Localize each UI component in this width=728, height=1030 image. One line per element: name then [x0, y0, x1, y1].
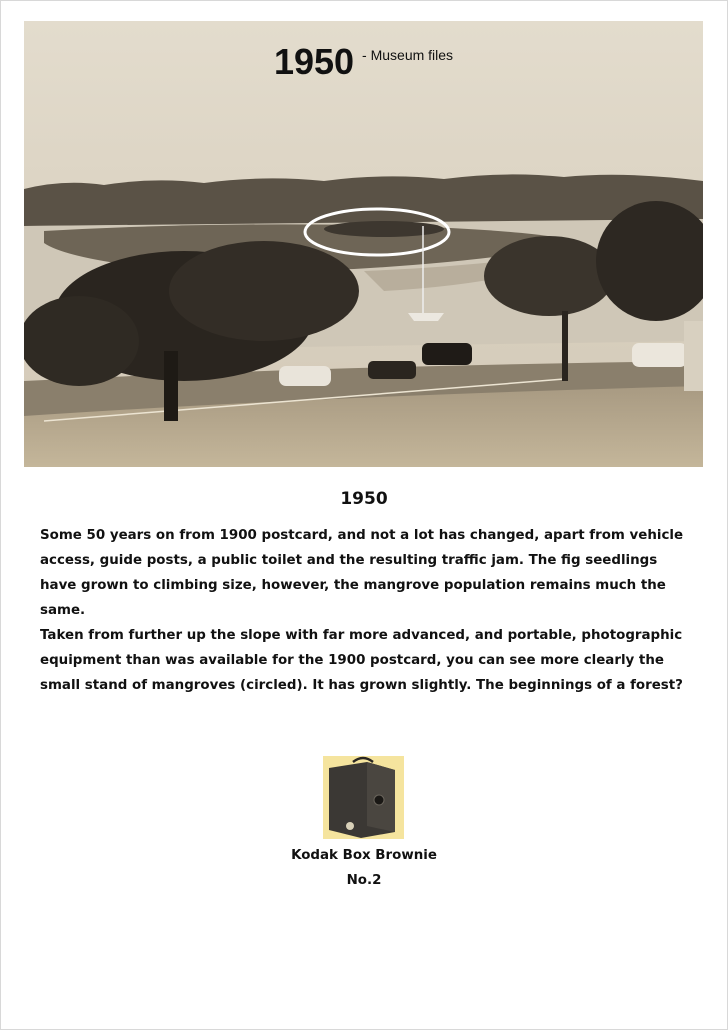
camera-lens — [374, 795, 384, 805]
car-right — [632, 343, 687, 367]
fig-tree-canopy — [169, 241, 359, 341]
tree-right — [484, 236, 614, 316]
camera-caption-line1: Kodak Box Brownie — [291, 848, 437, 863]
camera-caption-line2: No.2 — [346, 873, 382, 888]
shrub-left — [24, 296, 139, 386]
car-black — [422, 343, 472, 365]
car-white — [279, 366, 331, 386]
camera-drawing — [323, 756, 404, 839]
fig-trunk — [164, 351, 178, 421]
camera-handle — [353, 758, 373, 762]
car-dark — [368, 361, 416, 379]
historic-photo — [24, 21, 703, 467]
camera-winder — [346, 822, 354, 830]
paragraph-2: Taken from further up the slope with far more advanced, and portable, photographic equipment than was available for the 1900 postcard, you can see more clearly the small stand of mangroves (circled). It has grown slightly. The beginnings of a forest? — [40, 628, 683, 693]
photo-title-suffix: - Museum files — [362, 47, 454, 63]
mangrove-stand — [324, 221, 444, 237]
photo-title-year: 1950 — [273, 41, 355, 82]
box-brownie-camera-image — [323, 756, 404, 839]
paragraph-1: Some 50 years on from 1900 postcard, and not a lot has changed, apart from vehicle access, guide posts, a public toilet and the resulting traffic jam. The fig seedlings have grown to climbing size, however, the mangrove population remains much the same. — [40, 528, 684, 618]
sailboat — [408, 313, 444, 321]
photo-scene — [24, 21, 703, 467]
toilet-block — [684, 321, 703, 391]
photo-title — [24, 41, 703, 83]
section-heading: 1950 — [340, 489, 388, 509]
tree-right-trunk — [562, 311, 568, 381]
